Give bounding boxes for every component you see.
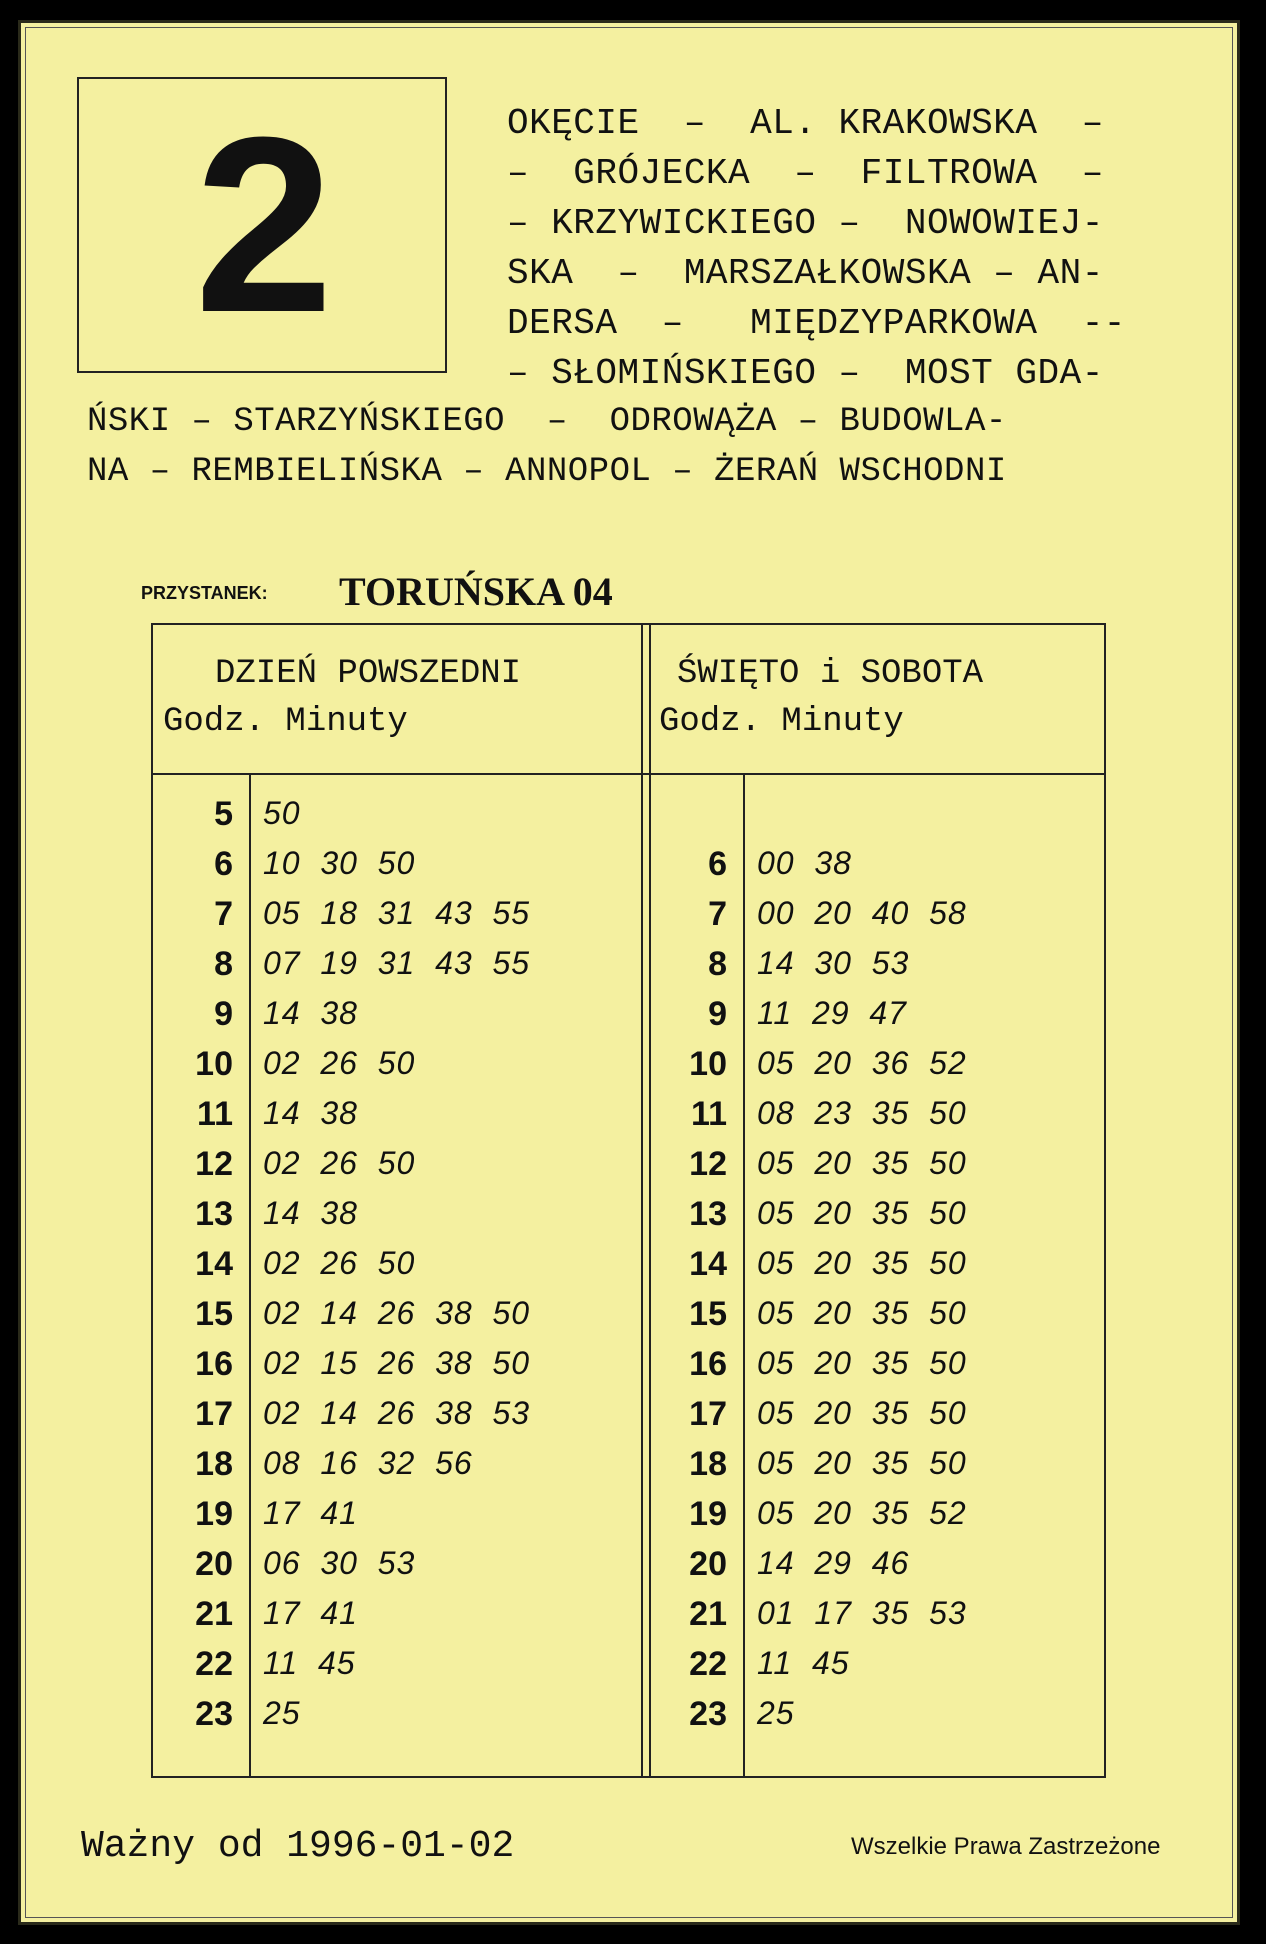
- holiday-hour: 6: [708, 845, 727, 883]
- weekday-minutes: 08 16 32 56: [263, 1445, 473, 1481]
- holiday-row: [647, 1095, 1127, 1145]
- weekday-hour: 12: [195, 1145, 233, 1183]
- holiday-minutes: 00 38: [757, 845, 852, 881]
- holiday-minutes: 11 45: [757, 1645, 850, 1681]
- weekday-minutes: 07 19 31 43 55: [263, 945, 531, 981]
- weekday-minutes: 02 15 26 38 50: [263, 1345, 531, 1381]
- weekday-subtitle: Godz. Minuty: [163, 703, 408, 741]
- holiday-minutes: 14 29 46: [757, 1545, 910, 1581]
- weekday-hour: 19: [195, 1495, 233, 1533]
- weekday-row: [153, 945, 633, 995]
- holiday-hour: 13: [689, 1195, 727, 1233]
- weekday-row: [153, 1695, 633, 1745]
- holiday-minutes: 00 20 40 58: [757, 895, 967, 931]
- weekday-row: [153, 1345, 633, 1395]
- weekday-minutes: 02 26 50: [263, 1045, 416, 1081]
- route-line-6: – SŁOMIŃSKIEGO – MOST GDA-: [507, 353, 1104, 394]
- holiday-minutes: 05 20 36 52: [757, 1045, 967, 1081]
- holiday-row: [647, 1445, 1127, 1495]
- weekday-hour: 17: [195, 1395, 233, 1433]
- weekday-row: [153, 1045, 633, 1095]
- weekday-hour: 11: [197, 1095, 233, 1133]
- holiday-row: [647, 1145, 1127, 1195]
- holiday-minutes: 05 20 35 50: [757, 1145, 967, 1181]
- route-number-box: [77, 77, 447, 373]
- weekday-hour: 14: [195, 1245, 233, 1283]
- weekday-minutes: 50: [263, 795, 301, 831]
- weekday-hour: 21: [195, 1595, 233, 1633]
- stop-label: PRZYSTANEK:: [141, 583, 268, 603]
- route-line-3: – KRZYWICKIEGO – NOWOWIEJ-: [507, 203, 1104, 244]
- route-line-8: NA – REMBIELIŃSKA – ANNOPOL – ŻERAŃ WSCHODNI: [87, 453, 1007, 491]
- route-line-4: SKA – MARSZAŁKOWSKA – AN-: [507, 253, 1104, 294]
- weekday-row: [153, 795, 633, 845]
- weekday-minutes: 02 14 26 38 50: [263, 1295, 531, 1331]
- weekday-minutes: 17 41: [263, 1495, 358, 1531]
- route-line-1: OKĘCIE – AL. KRAKOWSKA –: [507, 103, 1104, 144]
- holiday-row: [647, 995, 1127, 1045]
- holiday-minutes: 05 20 35 50: [757, 1445, 967, 1481]
- weekday-row: [153, 1245, 633, 1295]
- weekday-hour: 18: [195, 1445, 233, 1483]
- holiday-hour: 18: [689, 1445, 727, 1483]
- holiday-hour: 12: [689, 1145, 727, 1183]
- route-line-7: ŃSKI – STARZYŃSKIEGO – ODROWĄŻA – BUDOWLA-: [87, 403, 1007, 441]
- weekday-minutes: 06 30 53: [263, 1545, 416, 1581]
- holiday-row: [647, 1495, 1127, 1545]
- holiday-hour: 20: [689, 1545, 727, 1583]
- weekday-hour: 22: [195, 1645, 233, 1683]
- holiday-minutes: 05 20 35 50: [757, 1295, 967, 1331]
- weekday-row: [153, 1545, 633, 1595]
- holiday-minutes: 05 20 35 52: [757, 1495, 967, 1531]
- holiday-row: [647, 1345, 1127, 1395]
- weekday-minutes: 02 26 50: [263, 1245, 416, 1281]
- weekday-minutes: 02 26 50: [263, 1145, 416, 1181]
- weekday-minutes: 11 45: [263, 1645, 356, 1681]
- holiday-row: [647, 1545, 1127, 1595]
- holiday-title: ŚWIĘTO i SOBOTA: [677, 655, 984, 693]
- weekday-minutes: 10 30 50: [263, 845, 416, 881]
- weekday-row: [153, 1495, 633, 1545]
- weekday-row: [153, 1395, 633, 1445]
- copyright-notice: Wszelkie Prawa Zastrzeżone: [851, 1833, 1161, 1860]
- weekday-minutes: 14 38: [263, 1095, 358, 1131]
- weekday-hour: 10: [195, 1045, 233, 1083]
- weekday-hour: 8: [214, 945, 233, 983]
- weekday-row: [153, 895, 633, 945]
- holiday-row: [647, 945, 1127, 995]
- weekday-hour: 7: [214, 895, 233, 933]
- valid-from-date: Ważny od 1996-01-02: [81, 1825, 515, 1868]
- weekday-minutes: 14 38: [263, 995, 358, 1031]
- weekday-row: [153, 1145, 633, 1195]
- holiday-row: [647, 845, 1127, 895]
- holiday-minutes: 05 20 35 50: [757, 1195, 967, 1231]
- holiday-hour: 21: [689, 1595, 727, 1633]
- holiday-row: [647, 1695, 1127, 1745]
- weekday-hour: 13: [195, 1195, 233, 1233]
- holiday-hour: 17: [689, 1395, 727, 1433]
- holiday-minutes: 25: [757, 1695, 795, 1731]
- weekday-hour: 15: [195, 1295, 233, 1333]
- weekday-minutes: 17 41: [263, 1595, 358, 1631]
- route-line-2: – GRÓJECKA – FILTROWA –: [507, 153, 1104, 194]
- stop-name: TORUŃSKA 04: [339, 569, 613, 614]
- route-line-5: DERSA – MIĘDZYPARKOWA --: [507, 303, 1126, 344]
- holiday-row: [647, 1645, 1127, 1695]
- weekday-minutes: 02 14 26 38 53: [263, 1395, 531, 1431]
- weekday-minutes: 14 38: [263, 1195, 358, 1231]
- timetable-grid: [151, 623, 1106, 1778]
- holiday-minutes: 08 23 35 50: [757, 1095, 967, 1131]
- weekday-row: [153, 1295, 633, 1345]
- holiday-minutes: 11 29 47: [757, 995, 907, 1031]
- holiday-hour: 8: [708, 945, 727, 983]
- holiday-minutes: 01 17 35 53: [757, 1595, 967, 1631]
- holiday-subtitle: Godz. Minuty: [659, 703, 904, 741]
- holiday-minutes: 14 30 53: [757, 945, 910, 981]
- weekday-hour: 6: [214, 845, 233, 883]
- holiday-row: [647, 1045, 1127, 1095]
- holiday-hour: 10: [689, 1045, 727, 1083]
- weekday-hour: 23: [195, 1695, 233, 1733]
- weekday-minutes: 25: [263, 1695, 301, 1731]
- holiday-row: [647, 1195, 1127, 1245]
- table-header-rule: [153, 773, 1104, 775]
- weekday-row: [153, 845, 633, 895]
- holiday-minutes: 05 20 35 50: [757, 1395, 967, 1431]
- weekday-row: [153, 1095, 633, 1145]
- holiday-hour: 23: [689, 1695, 727, 1733]
- holiday-hour: 19: [689, 1495, 727, 1533]
- weekday-row: [153, 1595, 633, 1645]
- weekday-hour: 5: [214, 795, 233, 833]
- weekday-row: [153, 1445, 633, 1495]
- timetable-sheet: [18, 20, 1240, 1925]
- holiday-row: [647, 1245, 1127, 1295]
- holiday-hour: 16: [689, 1345, 727, 1383]
- holiday-hour: 7: [708, 895, 727, 933]
- holiday-hour: 15: [689, 1295, 727, 1333]
- weekday-hour: 20: [195, 1545, 233, 1583]
- holiday-minutes: 05 20 35 50: [757, 1245, 967, 1281]
- holiday-row: [647, 1295, 1127, 1345]
- holiday-minutes: 05 20 35 50: [757, 1345, 967, 1381]
- holiday-row: [647, 895, 1127, 945]
- weekday-row: [153, 995, 633, 1045]
- weekday-title: DZIEŃ POWSZEDNI: [215, 655, 522, 693]
- weekday-minutes: 05 18 31 43 55: [263, 895, 531, 931]
- route-number: 2: [194, 85, 330, 364]
- weekday-row: [153, 1645, 633, 1695]
- holiday-hour: 9: [708, 995, 727, 1033]
- weekday-hour: 9: [214, 995, 233, 1033]
- holiday-row: [647, 1595, 1127, 1645]
- holiday-hour: 11: [691, 1095, 727, 1133]
- holiday-hour: 22: [689, 1645, 727, 1683]
- holiday-row: [647, 1395, 1127, 1445]
- weekday-row: [153, 1195, 633, 1245]
- holiday-hour: 14: [689, 1245, 727, 1283]
- weekday-hour: 16: [195, 1345, 233, 1383]
